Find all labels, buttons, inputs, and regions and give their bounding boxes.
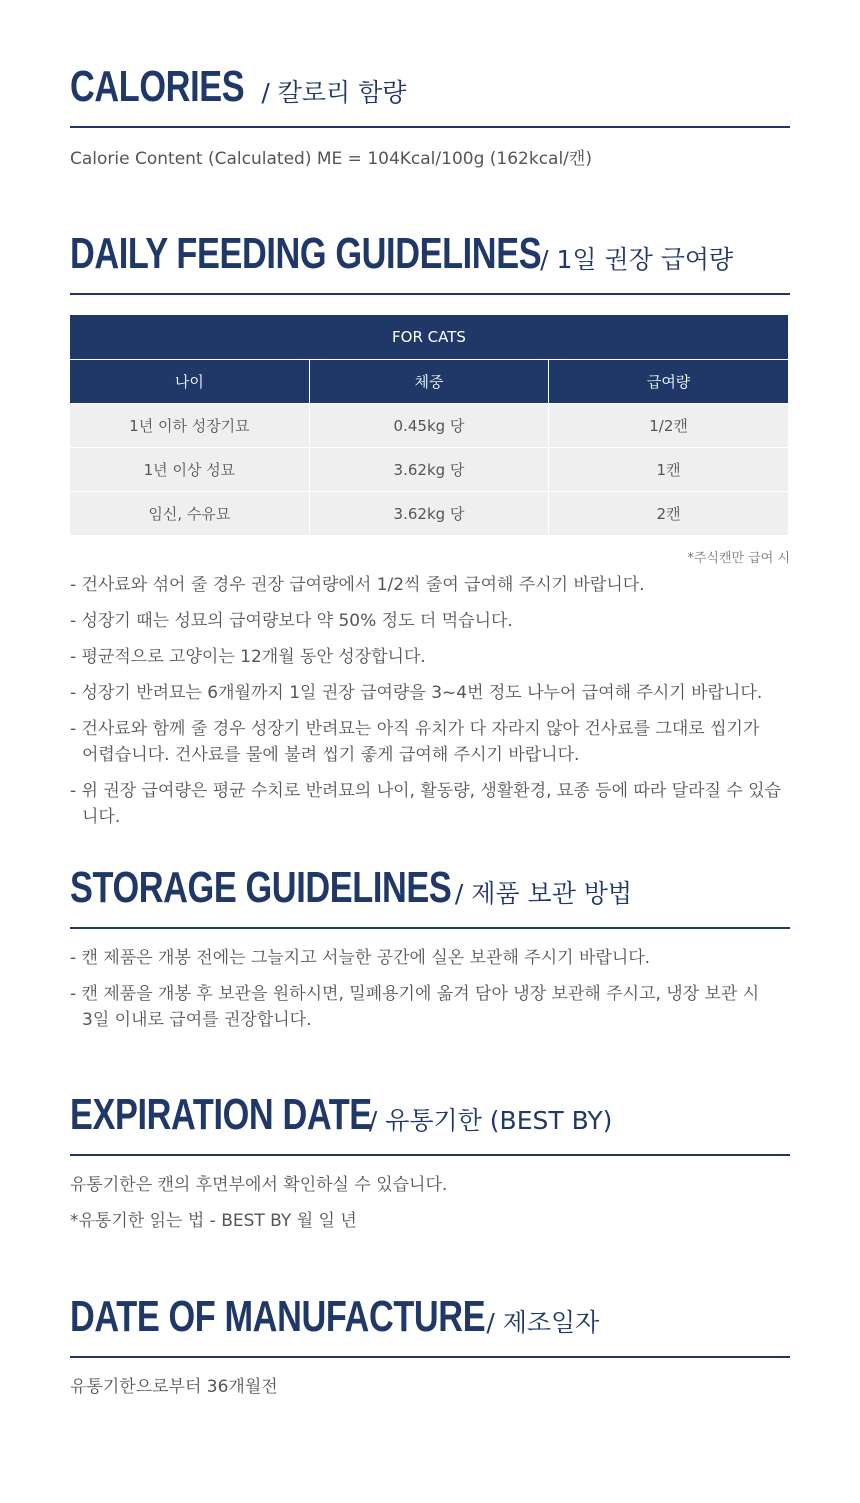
- feeding-table: [70, 315, 788, 535]
- list-item: - 캔 제품을 개봉 후 보관을 원하시면, 밀폐용기에 옮겨 담아 냉장 보관해 주시고, 냉장 보관 시 3일 이내로 급여를 권장합니다.: [70, 984, 760, 1030]
- calories-title-ko: / 칼로리 함량: [261, 78, 407, 107]
- manufacture-heading: [70, 1292, 790, 1352]
- expiration-title-ko: / 유통기한 (BEST BY): [368, 1106, 613, 1135]
- storage-divider: [70, 927, 790, 929]
- manufacture-title-ko: / 제조일자: [486, 1308, 600, 1337]
- feeding-section: [70, 229, 790, 840]
- table-row: [70, 447, 788, 491]
- calories-section: [70, 62, 790, 172]
- feeding-title-ko: / 1일 권장 급여량: [540, 245, 734, 274]
- table-cell: 1캔: [549, 447, 788, 491]
- manufacture-divider: [70, 1356, 790, 1358]
- storage-title-en: STORAGE GUIDELINES: [70, 863, 452, 912]
- column-header-age: 나이: [70, 359, 309, 403]
- expiration-divider: [70, 1154, 790, 1156]
- expiration-section: [70, 1090, 790, 1234]
- column-header-amount: 급여량: [549, 359, 788, 403]
- manufacture-text: 유통기한으로부터 36개월전: [70, 1377, 278, 1397]
- calorie-content-text: Calorie Content (Calculated) ME = 104Kcal/100g (162kcal/캔): [70, 149, 592, 169]
- column-header-weight: 체중: [309, 359, 548, 403]
- list-item: - 건사료와 함께 줄 경우 성장기 반려묘는 아직 유치가 다 자라지 않아 건사료를 그대로 씹기가 어렵습니다. 건사료를 물에 불려 씹기 좋게 급여해 주시기 바랍니다.: [70, 719, 760, 765]
- calories-heading: [70, 62, 790, 122]
- table-cell: 임신, 수유묘: [70, 491, 309, 535]
- table-row: [70, 491, 788, 535]
- feeding-heading: [70, 229, 790, 289]
- storage-heading: [70, 863, 790, 923]
- feeding-bullet-list: [70, 572, 790, 830]
- list-item: - 캔 제품은 개봉 전에는 그늘지고 서늘한 공간에 실온 보관해 주시기 바랍니다.: [70, 948, 651, 968]
- storage-title-ko: / 제품 보관 방법: [454, 879, 633, 908]
- list-item: - 성장기 때는 성묘의 급여량보다 약 50% 정도 더 먹습니다.: [70, 611, 513, 631]
- feeding-divider: [70, 293, 790, 295]
- calories-divider: [70, 126, 790, 128]
- expiration-title-en: EXPIRATION DATE: [70, 1090, 372, 1139]
- table-title: FOR CATS: [70, 315, 788, 359]
- table-cell: 1년 이하 성장기묘: [70, 403, 309, 447]
- table-cell: 1년 이상 성묘: [70, 447, 309, 491]
- list-item: - 건사료와 섞어 줄 경우 권장 급여량에서 1/2씩 줄여 급여해 주시기 바랍니다.: [70, 575, 645, 595]
- table-cell: 1/2캔: [549, 403, 788, 447]
- feeding-note: *주식캔만 급여 시: [687, 551, 790, 566]
- table-cell: 3.62kg 당: [309, 447, 548, 491]
- expiration-text: 유통기한은 캔의 후면부에서 확인하실 수 있습니다.: [70, 1175, 448, 1195]
- storage-bullet-list: [70, 945, 790, 1033]
- list-item: - 위 권장 급여량은 평균 수치로 반려묘의 나이, 활동량, 생활환경, 묘종 등에 따라 달라질 수 있습니다.: [70, 781, 782, 827]
- table-cell: 2캔: [549, 491, 788, 535]
- manufacture-section: [70, 1292, 790, 1400]
- table-cell: 0.45kg 당: [309, 403, 548, 447]
- calories-title-en: CALORIES: [70, 62, 245, 111]
- table-cell: 3.62kg 당: [309, 491, 548, 535]
- expiration-heading: [70, 1090, 790, 1150]
- list-item: - 성장기 반려묘는 6개월까지 1일 권장 급여량을 3~4번 정도 나누어 급여해 주시기 바랍니다.: [70, 683, 763, 703]
- manufacture-title-en: DATE OF MANUFACTURE: [70, 1292, 486, 1341]
- feeding-title-en: DAILY FEEDING GUIDELINES: [70, 229, 542, 278]
- expiration-read-guide: *유통기한 읽는 법 - BEST BY 월 일 년: [70, 1211, 357, 1231]
- storage-section: [70, 863, 790, 1043]
- table-row: [70, 403, 788, 447]
- list-item: - 평균적으로 고양이는 12개월 동안 성장합니다.: [70, 647, 426, 667]
